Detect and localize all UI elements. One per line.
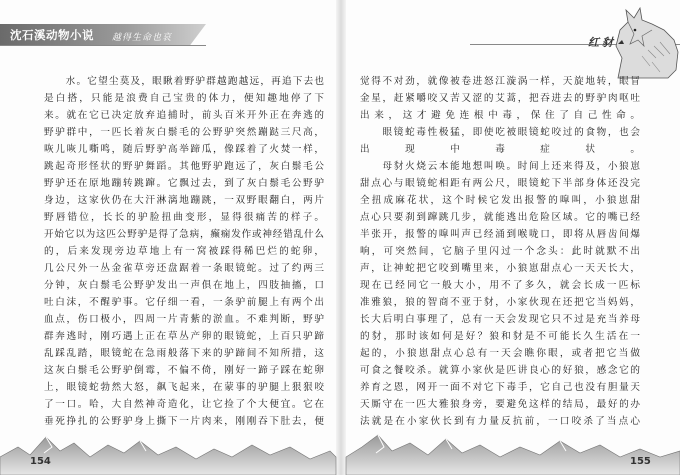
text-line: 来。就在它已决定放弃追捕时，前头百米开外正在奔逃的 [44, 110, 324, 121]
text-line: 出现中毒症状。 [360, 144, 640, 155]
text-line: 点心只要刹到蹿跳几步，就能逃出危险区域。它的嘴已经 [360, 212, 640, 223]
text-line: 准雅狼，狼的智商不亚于豺，小家伙现在还把它当妈妈， [360, 297, 640, 308]
text-line: 身边，这家伙仍在大汗淋漓地蹦跳，一双野眼翻白，两片 [44, 195, 324, 206]
text-line: 野唇错位，长长的驴脸扭曲变形，显得很痛苦的样子。 [44, 212, 324, 223]
mountain-range-illustration [0, 417, 680, 475]
text-line: 垂死挣扎的公野驴身上撕下一片肉来，刚刚吞下肚去，便 [44, 416, 324, 427]
left-page-text [44, 73, 324, 430]
text-line: 野驴还在原地蹦转跳蹿。它飘过去，到了灰白鬃毛公野驴 [44, 178, 324, 189]
text-line: 了一口。哈，大自然神奇造化，让它捡了个大便宜。它在 [44, 399, 324, 410]
header-rule-left [0, 45, 206, 46]
right-page-text [360, 73, 640, 430]
text-line: 的，后来发现旁边草地上有一窝被踩得稀巴烂的蛇卵， [44, 246, 324, 257]
text-line: 群奔逃时，刚巧遇上正在草丛产卵的眼镜蛇，上百只驴蹄 [44, 331, 324, 342]
text-line: 咴儿咴儿嘶鸣，随后野驴高举蹄瓜，像踩着了火焚一样， [44, 144, 324, 155]
text-line: 血点，伤口极小，四周一片青紫的淤血。不难判断，野驴 [44, 314, 324, 325]
text-line: 起的，小狼崽甜点心总有一天会瞧你眼，或者把它当做 [360, 348, 640, 359]
text-line: 声，让神蛇把它咬到嘴里来，小狼崽甜点心一天天长大， [360, 263, 640, 274]
text-line: 是白搭，只能是浪费自己宝贵的体力，便知趣地停了下 [44, 93, 324, 104]
text-line: 金星，赶紧嚼咬又苦又涩的艾蒿，把吞进去的野驴肉呕吐 [360, 93, 640, 104]
text-line: 甜点心与眼镜蛇相距有两公尺，眼镜蛇下半部身体还没完 [360, 178, 640, 189]
book-title: 越得生命也哀 [112, 33, 173, 43]
text-line: 响，可突然间，它脑子里闪过一个念头：此时就默不出 [360, 246, 640, 257]
text-line: 全扭成麻花状，这个时候它发出报警的噑叫，小狼崽甜 [360, 195, 640, 206]
text-line: 出来，这才避免连根中毒，保住了自己性命。 [360, 110, 640, 121]
text-line: 这灰白鬃毛公野驴倒霉，不偏不倚，刚好一蹄子踩在蛇卵 [44, 365, 324, 376]
text-line: 养育之恩，网开一面不对它下毒手，它自己也没有胆量天 [360, 382, 640, 393]
text-line: 可食之餐咬杀。就算小家伙是匹讲良心的好狼，感念它的 [360, 365, 640, 376]
text-line: 长大后明白事理了，总有一天会发现它只不过是充当养母 [360, 314, 640, 325]
text-line: 半张开，报警的噑叫声已经涌到喉咙口，即将从唇齿间爆 [360, 229, 640, 240]
text-line: 分钟，灰白鬃毛公野驴发出一声俱在地上，四肢抽搐，口 [44, 280, 324, 291]
series-title: 沈石溪动物小说 [10, 28, 94, 42]
page-number-left: 154 [30, 456, 51, 467]
text-line: 天厮守在一匹大雅狼身旁，要避免这样的结局，最好的办 [360, 399, 640, 410]
chapter-title: 红豺 [588, 36, 616, 49]
text-line: 吐白沫，不醒驴事。它仔细一看，一条驴前腿上有两个出 [44, 297, 324, 308]
text-line: 几公尺外一丛金雀草旁还盘踞着一条眼镜蛇。过了约两三 [44, 263, 324, 274]
text-line: 法就是在小家伙长到有力量反抗前，一口咬杀了当点心 [360, 416, 640, 427]
text-line: 的豺，那时该如何是好？狼和豺是不可能长久生活在一 [360, 331, 640, 342]
text-line: 开始它以为这匹公野驴是得了急病，癫痫发作或神经错乱什么 [44, 229, 324, 240]
text-line: 野驴群中，一匹长着灰白鬃毛的公野驴突然蹦跶三尺高， [44, 127, 324, 138]
text-line: 觉得不对劲，就像被卷进怒江漩涡一样，天旋地转，眼冒 [360, 76, 640, 87]
text-line: 现在已经同它一般大小，用不了多久，就会长成一匹标 [360, 280, 640, 291]
wolf-illustration-icon [608, 0, 680, 80]
text-line: 乱踩乱踏，眼镜蛇在急雨般落下来的驴蹄间不知所措，这 [44, 348, 324, 359]
text-line: 眼镜蛇毒性极猛，即使吃被眼镜蛇咬过的食物，也会 [360, 127, 640, 138]
page-gutter [336, 0, 346, 475]
text-line: 上，眼镜蛇勃然大怒，飙飞起来，在蒙事的驴腿上狠狠咬 [44, 382, 324, 393]
text-line: 母豺火烧云本能地想叫唤。时间上还来得及，小狼崽 [360, 161, 640, 172]
page-number-right: 155 [630, 456, 651, 467]
text-line: 水。它望尘莫及，眼瞅着野驴群越跑越远，再追下去也 [44, 76, 324, 87]
text-line: 跳起奇形怪状的野驴舞蹈。其他野驴跑远了，灰白鬃毛公 [44, 161, 324, 172]
